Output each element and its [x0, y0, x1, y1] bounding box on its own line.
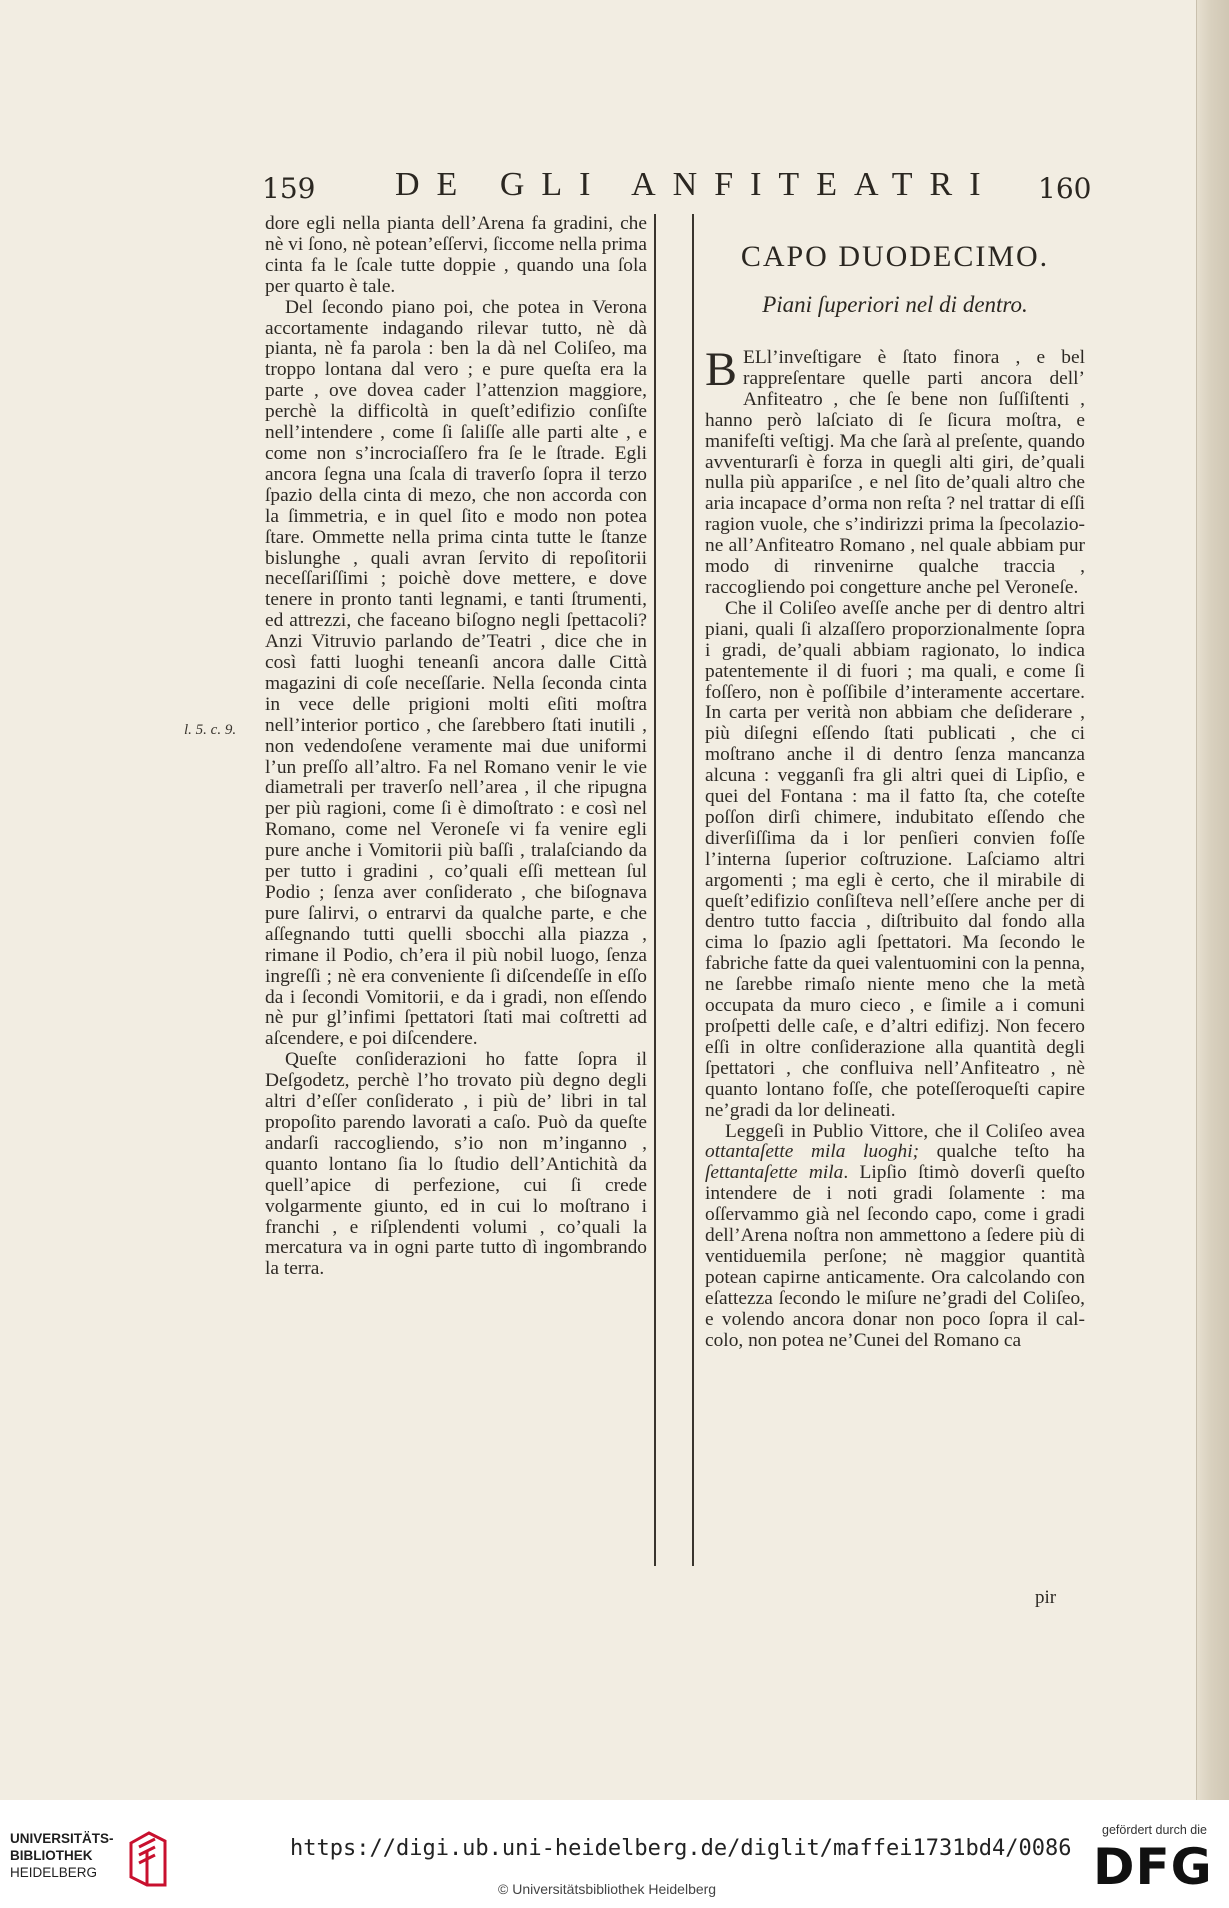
right-paragraph-3-b: qualche teſto ha — [919, 1141, 1085, 1163]
right-paragraph-3-italic-2: ſettantaſette mila — [705, 1162, 844, 1184]
chapter-title: CAPO DUODECIMO. — [740, 240, 1050, 273]
right-page-number: 160 — [1038, 172, 1092, 205]
running-head: DE GLI ANFITEATRI — [395, 166, 998, 203]
right-paragraph-3 — [705, 1122, 1085, 1352]
library-name-line1: UNIVERSITÄTS- — [10, 1831, 114, 1846]
permalink-url[interactable]: https://digi.ub.uni-heidelberg.de/diglit/maffei1731bd4/0086 — [290, 1836, 1072, 1861]
column-rule-right — [692, 214, 694, 1566]
funding-label: gefördert durch die — [1102, 1823, 1207, 1837]
right-paragraph-3-italic-1: ottantaſette mila luoghi; — [705, 1141, 920, 1163]
right-paragraph-3-c: . Lipſio ſtimò doverſi queſto intendere de i noti gradi ſolamente : ma oſſervammo già nel ſecondo capo, come i gradi dell’Arena noſtra non ammettono a ſedere più di ventiduemila perſone; nè maggior quantità potean capirne anticamente. Ora calcolando con eſattezza ſecondo le miſure ne’gradi del Coliſeo, e volendo ancora donar non poco ſopra il calcolo, non potea ne’Cunei del Romano ca — [705, 1162, 1085, 1351]
chapter-subtitle: Piani ſuperiori nel di dentro. — [762, 292, 1028, 317]
library-logo-text[interactable] — [10, 1830, 114, 1881]
right-paragraph-2: Che il Coliſeo aveſſe anche per di dentro altri piani, quali ſi alzaſſero proporzionalmente ſopra i gradi, de’quali abbiam ragionato, lo indica patentemente il di fuori ; ma quali, e come ſi foſſero, non è poſſibile d’interamente accertare. In carta per verità non abbiam che deſiderare , più diſegni eſſendo ſtati publicati , che ci moſtrano anche il di dentro ſenza mancanza alcuna : vegganſi fra gli altri quei di Lipſio, e quei del Fontana : ma il fatto ſta, che coteſte poſſon dirſi chimere, indubitato eſſendo che diverſiſſima da i lor penſieri convien foſſe l’interna ſuperior coſtruzione. Laſciamo altri argomenti ; ma egli è certo, che il mirabile di queſt’edifizio conſiſteva nell’eſſere anche per di dentro tutto faccia , diſtribuito dal fondo alla cima lo ſpazio agli ſpettatori. Ma ſecondo le fabriche fatte da quei valentuomini con la penna, ne ſarebbe rimaſo niente meno che la metà occupata da muro cieco , e ſimile a i comuni proſpetti delle caſe, e d’altri edifizj. Non fecero eſſi in oltre conſiderazione alla quantità degli ſpettatori , che confluiva nell’Anfiteatro , nè quanto lontano foſſe, che poteſſeroqueſti capire ne’gradi da lor delineati. — [705, 597, 1085, 1121]
column-rule-left — [654, 214, 656, 1566]
copyright-notice: © Universitätsbibliothek Heidelberg — [498, 1881, 717, 1897]
dfg-logo[interactable]: DFG — [1093, 1838, 1213, 1896]
left-paragraph-2: Del ſecondo piano poi, che potea in Verona accortamente indagando rilevar tutto, nè dà pianta, nè fa parola : ben la dà nel Coliſeo, ma troppo lontana dal vero ; e pure queſta era la parte , ove dovea cader l’attenzion maggiore, perchè la difficoltà in queſt’edifizio conſiſte nell’intendere , come ſi ſaliſſe alle parti alte , e come non s’incrociaſſero fra ſe le ſtrade. Egli ancora ſegna una ſcala di traverſo ſopra il terzo ſpazio della cinta di mezo, che non accorda con la ſimmetria, e in quel ſito e modo non potea ſtare. Ommette nella prima cinta tutte le ſtanze bislunghe , quali avran ſervito di repoſitorii neceſſariſſimi ; poichè dove mettere, e dove tenere in pronto tanti legnami, e tanti ſtrumenti, ed attrezzi, che faceano biſogno negli ſpettacoli? Anzi Vitruvio parlando de’Teatri , dice che in così fatti luoghi teneanſi ancora dalle Città magazini di coſe neceſſarie. Nella ſeconda cinta in vece delle prigioni molti eſiti moſtra nell’interior portico , che ſarebbero ſtati inutili , non vedendoſene veramente mai due uniformi l’un preſſo all’altro. Fa nel Romano venir le vie diametrali per traverſo nell’area , il che ripugna per più ragioni, come ſi è dimoſtrato : e così nel Romano, come nel Veroneſe vi fa venire egli pure anche i Vomitorii più baſſi , tralaſciando da per tutto i gradini , co’quali eſſi mettean ſul Podio ; ſenza aver conſiderato , che biſognava pure ſalirvi, o entrarvi da qualche parte, e che aſſegnando tutti quelli sbocchi alla piazza , rimane il Podio, ch’era il più nobil luogo, ſenza ingreſſi ; nè era conveniente ſi diſcendeſſe in eſſo da i ſecondi Vomitorii, e da i gradi, non eſſendo nè pur gl’infimi ſpettatori ſtati mai coſtretti ad aſcendere, e poi diſcendere. — [265, 296, 647, 1050]
catchword: pir — [1035, 1587, 1057, 1608]
left-page-number: 159 — [262, 172, 316, 205]
right-paragraph-1 — [705, 343, 1085, 599]
right-paragraph-1-text: ELl’inveſtigare è ſtato finora , e bel rappreſentare quelle parti ancora dell’ Anfiteatro , che ſe bene non ſuſſiſtenti , hanno però laſciato di ſe ſicura moſtra, e manifeſti veſtigj. Ma che ſarà al preſente, quando avventurarſi è forza in quegli alti giri, de’quali nulla più appariſce , e nel ſito de’quali altro che aria incapace d’orma non reſta ? nel trattar di eſſi ragion vuole, che s’indirizzi prima la ſpecolazione all’Anfiteatro Romano , nel quale abbiam pur modo di rinvenirne qualche traccia , raccogliendo poi congetture anche pel Veroneſe. — [705, 347, 1085, 598]
library-name-line3: HEIDELBERG — [10, 1865, 98, 1880]
library-logo-icon — [127, 1829, 169, 1889]
right-paragraph-3-a: Leggeſi in Publio Vittore, che il Coliſeo avea — [725, 1120, 1085, 1142]
page-edge-shadow — [1196, 0, 1229, 1800]
left-column — [265, 214, 647, 1280]
drop-cap: B — [705, 343, 738, 396]
left-paragraph-3: Queſte conſiderazioni ho fatte ſopra il Deſgodetz, perchè l’ho trovato più degno degli altri d’eſſer conſiderato , i più de’ libri in tal propoſito parendo lavorati a caſo. Può da queſte andarſi raccogliendo, s’io non m’inganno , quanto lontano ſia lo ſtudio dell’Antichità da quell’apice di perfezione, cui ſi crede volgarmente giunto, ed in cui lo moſtrano i franchi , e riſplendenti volumi , co’quali la mercatura va in ogni parte tutto dì ingombrando la terra. — [265, 1049, 647, 1280]
margin-note: l. 5. c. 9. — [184, 722, 237, 738]
right-column — [705, 343, 1085, 1352]
library-name-line2: BIBLIOTHEK — [10, 1848, 93, 1863]
left-paragraph-1: dore egli nella pianta dell’Arena fa gradini, che nè vi ſono, nè potean’eſſervi, ſiccome nella prima cinta fa le ſcale tutte doppie , quando una ſola per quarto è tale. — [265, 213, 647, 297]
